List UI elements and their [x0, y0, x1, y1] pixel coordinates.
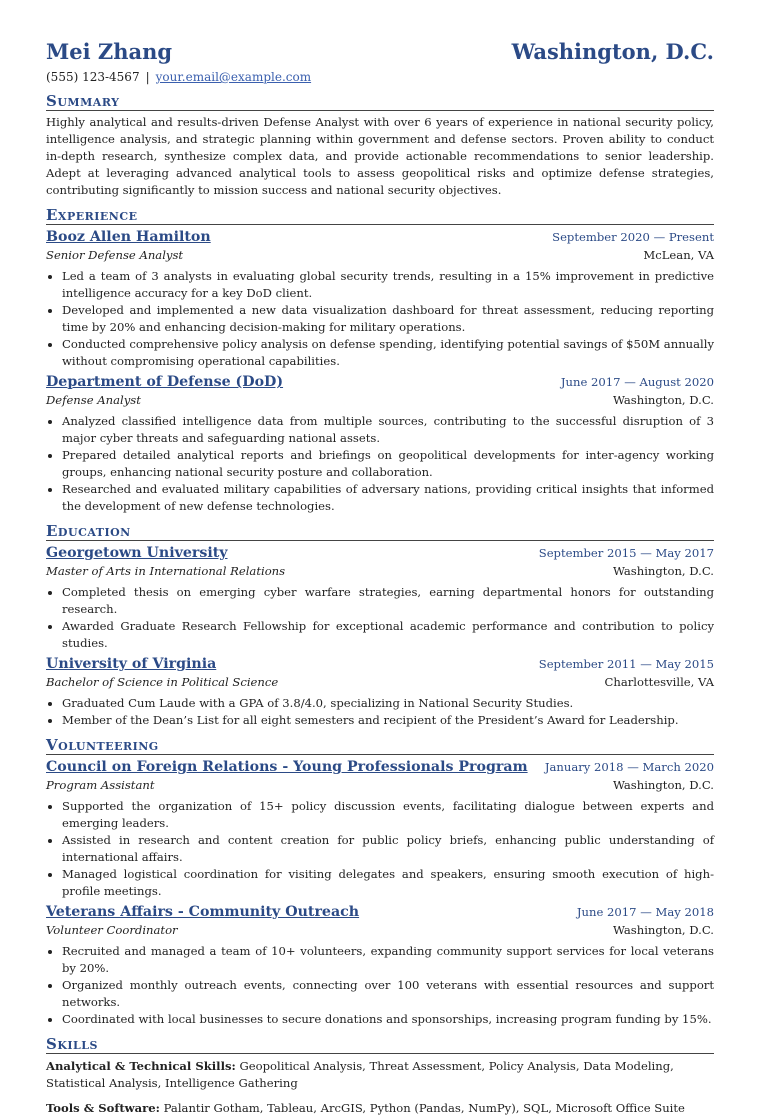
summary-text: Highly analytical and results-driven Defense Analyst with over 6 years of experience in national security policy, intelligence analysis, and strategic planning within government and defense sectors. Proven ability to conduct in-depth research, synthesize complex data, and provide actionable recommendations to senior leadership. Adept at leveraging advanced analytical tools to assess geopolitical risks and optimize defense strategies, contributing significantly to mission success and national security objectives.: [46, 115, 714, 197]
employment-dates: June 2017 — August 2020: [560, 375, 714, 389]
bullet-item: • Analyzed classified intelligence data from multiple sources, contributing to the successful disruption of 3 major cyber threats and safeguarding national assets.: [62, 413, 714, 447]
skill-category-value: Palantir Gotham, Tableau, ArcGIS, Python (Pandas, NumPy), SQL, Microsoft Office Suite: [163, 1101, 685, 1115]
school-name[interactable]: University of Virginia: [46, 656, 217, 672]
study-dates: September 2011 — May 2015: [538, 657, 714, 671]
volunteer-role: Volunteer Coordinator: [46, 923, 178, 937]
school-location: Charlottesville, VA: [604, 675, 714, 689]
bullet-list: [46, 695, 714, 729]
employer-name[interactable]: Department of Defense (DoD): [46, 374, 284, 390]
experience-entry: [46, 229, 714, 370]
education-entry: [46, 545, 714, 652]
job-location: Washington, D.C.: [612, 393, 714, 407]
bullet-item: • Graduated Cum Laude with a GPA of 3.8/4.0, specializing in National Security Studies.: [62, 695, 714, 712]
section-title-volunteering: Volunteering: [46, 736, 714, 755]
bullet-list: [46, 943, 714, 1028]
contact-line: [46, 69, 714, 85]
education-entry: [46, 656, 714, 729]
skill-line: [46, 1100, 714, 1117]
bullet-item: • Assisted in research and content creation for public policy briefs, enhancing public understanding of international affairs.: [62, 832, 714, 866]
study-dates: September 2015 — May 2017: [538, 546, 714, 560]
volunteer-dates: January 2018 — March 2020: [544, 760, 714, 774]
bullet-list: [46, 584, 714, 652]
employer-name[interactable]: Booz Allen Hamilton: [46, 229, 211, 245]
email-link[interactable]: your.email@example.com: [155, 70, 312, 84]
experience-entry: [46, 374, 714, 515]
section-title-summary: Summary: [46, 92, 714, 111]
section-title-experience: Experience: [46, 206, 714, 225]
skill-line: [46, 1058, 714, 1092]
bullet-list: [46, 268, 714, 370]
volunteer-role: Program Assistant: [46, 778, 155, 792]
bullet-item: • Managed logistical coordination for visiting delegates and speakers, ensuring smooth execution of high-profile meetings.: [62, 866, 714, 900]
bullet-item: • Organized monthly outreach events, connecting over 100 veterans with essential resources and support networks.: [62, 977, 714, 1011]
skill-category-value: Geopolitical Analysis, Threat Assessment, Policy Analysis, Data Modeling, Statistical Analysis, Intelligence Gathering: [46, 1059, 674, 1090]
resume-header: [46, 38, 714, 66]
bullet-list: [46, 413, 714, 515]
bullet-list: [46, 798, 714, 900]
bullet-item: • Supported the organization of 15+ policy discussion events, facilitating dialogue between experts and emerging leaders.: [62, 798, 714, 832]
volunteer-location: Washington, D.C.: [612, 778, 714, 792]
bullet-item: • Prepared detailed analytical reports and briefings on geopolitical developments for inter-agency working groups, enhancing national security posture and collaboration.: [62, 447, 714, 481]
candidate-location: Washington, D.C.: [511, 39, 714, 64]
bullet-item: • Completed thesis on emerging cyber warfare strategies, earning departmental honors for outstanding research.: [62, 584, 714, 618]
section-title-education: Education: [46, 522, 714, 541]
job-location: McLean, VA: [643, 248, 714, 262]
volunteer-location: Washington, D.C.: [612, 923, 714, 937]
bullet-item: • Awarded Graduate Research Fellowship for exceptional academic performance and contribution to policy studies.: [62, 618, 714, 652]
skill-category-label: Tools & Software:: [46, 1101, 160, 1115]
bullet-item: • Member of the Dean’s List for all eight semesters and recipient of the President’s Award for Leadership.: [62, 712, 714, 729]
volunteering-entry: [46, 759, 714, 900]
contact-separator: |: [145, 70, 150, 84]
bullet-item: • Led a team of 3 analysts in evaluating global security trends, resulting in a 15% improvement in predictive intelligence accuracy for a key DoD client.: [62, 268, 714, 302]
bullet-item: • Researched and evaluated military capabilities of adversary nations, providing critical insights that informed the development of new defense technologies.: [62, 481, 714, 515]
volunteer-dates: June 2017 — May 2018: [576, 905, 714, 919]
skill-category-label: Analytical & Technical Skills:: [46, 1059, 236, 1073]
bullet-item: • Recruited and managed a team of 10+ volunteers, expanding community support services for local veterans by 20%.: [62, 943, 714, 977]
bullet-item: • Developed and implemented a new data visualization dashboard for threat assessment, reducing reporting time by 20% and enhancing decision-making for military operations.: [62, 302, 714, 336]
volunteer-org-name[interactable]: Council on Foreign Relations - Young Professionals Program: [46, 759, 528, 775]
candidate-name: Mei Zhang: [46, 39, 173, 64]
degree-title: Bachelor of Science in Political Science: [46, 675, 279, 689]
degree-title: Master of Arts in International Relations: [46, 564, 286, 578]
job-title: Defense Analyst: [46, 393, 141, 407]
phone-number: (555) 123-4567: [46, 70, 140, 84]
school-name[interactable]: Georgetown University: [46, 545, 228, 561]
school-location: Washington, D.C.: [612, 564, 714, 578]
job-title: Senior Defense Analyst: [46, 248, 184, 262]
employment-dates: September 2020 — Present: [552, 230, 714, 244]
bullet-item: • Conducted comprehensive policy analysis on defense spending, identifying potential savings of $50M annually without compromising operational capabilities.: [62, 336, 714, 370]
volunteer-org-name[interactable]: Veterans Affairs - Community Outreach: [46, 904, 360, 920]
bullet-item: • Coordinated with local businesses to secure donations and sponsorships, increasing program funding by 15%.: [62, 1011, 714, 1028]
volunteering-entry: [46, 904, 714, 1028]
section-title-skills: Skills: [46, 1035, 714, 1054]
